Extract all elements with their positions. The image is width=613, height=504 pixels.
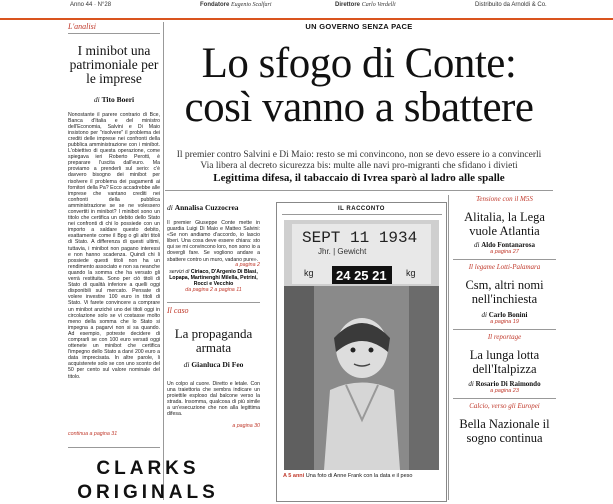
left-kicker-rule <box>68 33 160 34</box>
photo-label-rule <box>282 214 442 215</box>
right-rule-1 <box>453 259 556 260</box>
masthead-strip <box>0 0 613 20</box>
right-cont-2[interactable]: a pagina 19 <box>490 319 519 325</box>
section-rule <box>165 190 553 191</box>
column-rule-left <box>163 22 164 500</box>
right-headline-4[interactable]: Bella Nazionale il sogno continua <box>459 417 550 445</box>
photo-scale-nums: 24 25 21 <box>336 268 387 283</box>
photo-box <box>276 202 447 502</box>
founder-line: Fondatore Eugenio Scalfari <box>200 2 272 8</box>
left-headline[interactable]: I minibot una patrimoniale per le imprese <box>69 43 159 87</box>
main-subheadline: Il premier contro Salvini e Di Maio: resto se mi convincono, non se devo essere io a convincerli Via libera al decreto sicurezza bis: multe alle navi pro-migranti che sfidano i divieti <box>176 150 542 171</box>
right-kicker-4: Calcio, verso gli Europei <box>469 402 540 410</box>
mid-page-ref[interactable]: a pagina 2 <box>235 262 260 268</box>
right-byline-3: di Rosario Di Raimondo <box>468 380 541 388</box>
mid-article-body: Il premier Giuseppe Conte mette in guardia Luigi Di Maio e Matteo Salvini: «Se non andiamo d'accordo, io lascio liberi. Una cosa deve essere chiara: sto qui se mi convincono loro, non sono io a dovergli fare. Se vogliono andare a sbattere contro un muro, vadano pure». <box>167 220 260 262</box>
mid-headline[interactable]: La propaganda armata <box>174 326 253 355</box>
mid-kicker: Il caso <box>167 306 189 316</box>
mid-services: servizi di Ciriaco, D'Argenio Di Blasi, Lopapa, Martinenghi Milella, Petrini, Rocci e Vecchio <box>169 269 258 288</box>
photo-date-text: SEPT 11 1934 <box>302 229 418 247</box>
anne-frank-photo[interactable] <box>284 220 439 470</box>
secondary-headline[interactable]: Legittima difesa, il tabaccaio di Ivrea sparò al ladro alle spalle <box>213 172 505 184</box>
photo-kg-right: kg <box>406 268 416 278</box>
ad-brand-line-1: CLARKS <box>96 458 200 479</box>
right-rule-3 <box>453 398 556 399</box>
mid-page-ref-2[interactable]: a pagina 30 <box>232 422 260 429</box>
right-headline-1[interactable]: Alitalia, la Lega vuole Atlantia <box>464 210 545 238</box>
right-rule-2 <box>453 329 556 330</box>
photo-caption: A 5 anni Una foto di Anne Frank con la data e il peso <box>283 473 413 479</box>
right-kicker-3: Il reportage <box>487 333 522 341</box>
right-headline-2[interactable]: Csm, altri nomi nell'inchiesta <box>465 278 544 306</box>
left-kicker: L'analisi <box>68 22 96 31</box>
photo-kg-left: kg <box>304 268 314 278</box>
director-line: Direttore Carlo Verdelli <box>335 2 396 8</box>
mid-byline-2: di Gianluca Di Feo <box>183 359 244 369</box>
right-cont-3[interactable]: a pagina 23 <box>490 388 519 394</box>
mid-services-ref[interactable]: da pagina 2 a pagina 11 <box>185 287 242 294</box>
mid-rule <box>167 302 260 303</box>
ad-rule <box>68 447 160 448</box>
ad-brand-line-2: ORIGINALS <box>77 482 219 503</box>
mid-article-body-2: Un colpo al cuore. Diretto e letale. Con una traiettoria che sembra indicare un proiettile esploso dal balcone verso la strada. Insomma, qualcosa di più simile a un'esecuzione che non alla legittima difesa. <box>167 380 260 418</box>
middle-column <box>167 203 260 429</box>
photo-label: IL RACCONTO <box>338 206 385 212</box>
left-article-body: Nonostante il parere contrario di Bce, Banca d'Italia e del ministro dell'Economia, Salvini e Di Maio insistono per "risolvere" il problema dei crediti delle imprese nei confronti della pubblica amministrazione con i minibot. L'obiettivo di questa operazione, come spiegava ieri Roberto Perotti, è preparare l'uscita dall'euro. Ma proviamo a prenderli sul serio: c'è davvero bisogno dei minibot per risolvere il problema dei pagamenti ai fornitori della Pa? Ecco accadrebbe alle imprese che vantano crediti nei confronti della pubblica amministrazione se se ne volessero convertiti in minibot? I minibot sono un titolo che certifica un debito dello Stato nei confronti di chi lo possiede con un importo a saldare questo debito, esattamente come il Bpg o gli altri titoli di Stato. A differenza di questi ultimi, tuttavia, i minibot non pagano interessi e non hanno scadenza. Quindi chi li possiede questi titoli non ha un rendimento associato e non sa neanche quando la somma che ha versato gli verrà restituita. Sono per ciò titoli di Stato di qualità inferiore a quelli oggi disponibili sul mercato. Pensate di volere investire 100 euro in titoli di Stato. Vi farete convincere a comprare un minibot anziché uno dei titoli oggi in circolazione solo se vi costasse molto meno della somma che lo Stato si impegna a pagarvi non si sa quando. Ad esempio, potreste decidere di comprarli se con 100 euro versati oggi ottenete un minibot che certifica l'impegno dello Stato a darvi 200 euro a data imprecisata. In altre parole, li acquisterete solo se con uno sconto del 50 per cento sul valore nominale del titolo. <box>68 111 160 380</box>
right-byline-2: di Carlo Bonini <box>481 311 528 319</box>
clarks-ad-logo[interactable] <box>68 458 228 504</box>
section-title: UN GOVERNO SENZA PACE <box>305 22 413 31</box>
left-continues[interactable]: continua a pagina 31 <box>68 430 118 437</box>
issue-number: Anno 44 · N°28 <box>70 2 112 8</box>
right-kicker-1: Tensione con il M5S <box>476 195 533 203</box>
photo-jhr-text: Jhr. | Gewicht <box>318 247 367 256</box>
left-byline: di Tito Boeri <box>93 94 135 104</box>
left-column <box>68 22 160 437</box>
right-byline-1: di Aldo Fontanarosa <box>474 241 535 249</box>
mid-byline: di Annalisa Cuzzocrea <box>167 203 239 212</box>
right-column <box>453 195 556 445</box>
main-headline[interactable]: Lo sfogo di Conte: così vanno a sbattere <box>184 40 534 131</box>
right-headline-3[interactable]: La lunga lotta dell'Italpizza <box>469 348 540 376</box>
right-cont-1[interactable]: a pagina 27 <box>490 249 519 255</box>
column-rule-right <box>448 195 449 500</box>
distribution-line: Distribuito da Arnoldi & Co. <box>475 2 547 8</box>
right-kicker-2: Il legame Lotti-Palamara <box>468 263 541 271</box>
